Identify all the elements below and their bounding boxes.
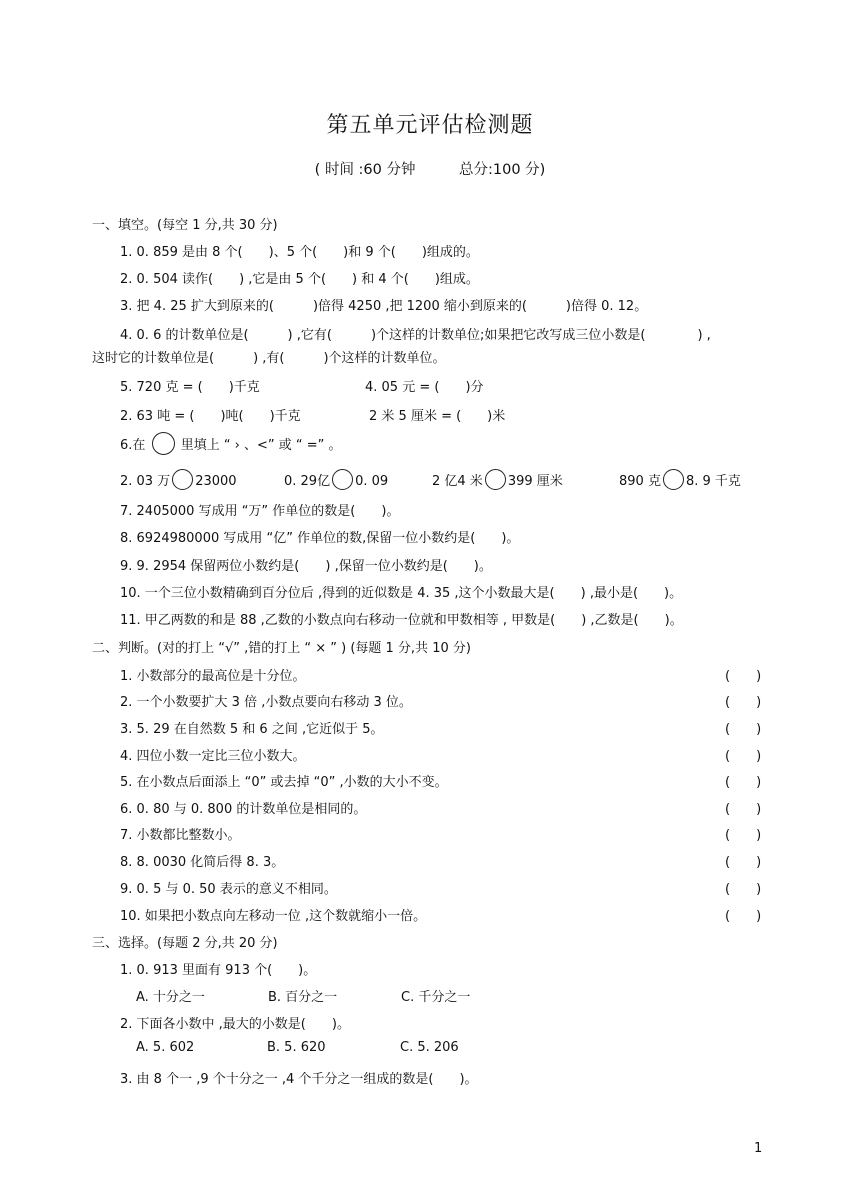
page-number: 1: [754, 1141, 763, 1156]
option-c[interactable]: C. 5. 206: [400, 1040, 459, 1055]
answer-paren[interactable]: ( ): [725, 828, 762, 843]
option-a[interactable]: A. 5. 602: [136, 1040, 195, 1055]
s1-q5-d: 2 米 5 厘米 = ( )米: [369, 409, 506, 424]
compare-right: 399 厘米: [507, 474, 563, 489]
s1-q3: 3. 把 4. 25 扩大到原来的( )倍得 4250 ,把 1200 缩小到原来的( )倍得 0. 12。: [120, 299, 648, 314]
option-a[interactable]: A. 十分之一: [136, 990, 205, 1005]
page-title: 第五单元评估检测题: [326, 113, 534, 138]
judge-item: 3. 5. 29 在自然数 5 和 6 之间 ,它近似于 5。: [120, 722, 384, 737]
compare-item: [619, 470, 741, 492]
compare-left: 2. 03 万: [120, 474, 171, 489]
compare-item: [120, 470, 237, 492]
option-b[interactable]: B. 百分之一: [268, 990, 338, 1005]
answer-circle-icon[interactable]: [172, 469, 193, 490]
answer-paren[interactable]: ( ): [725, 695, 762, 710]
judge-item: 4. 四位小数一定比三位小数大。: [120, 749, 306, 764]
s1-q4-line2: 这时它的计数单位是( ) ,有( )个这样的计数单位。: [92, 351, 446, 366]
section-2-header: 二、判断。(对的打上 “√” ,错的打上 “ × ” ) (每题 1 分,共 10 分): [92, 641, 471, 656]
s3-q2: 2. 下面各小数中 ,最大的小数是( )。: [120, 1017, 350, 1032]
section-3-header: 三、选择。(每题 2 分,共 20 分): [92, 936, 278, 951]
s1-q7: 7. 2405000 写成用 “万” 作单位的数是( )。: [120, 504, 400, 519]
judge-item: 10. 如果把小数点向左移动一位 ,这个数就缩小一倍。: [120, 909, 427, 924]
compare-right: 23000: [195, 474, 237, 489]
s1-q2: 2. 0. 504 读作( ) ,它是由 5 个( ) 和 4 个( )组成。: [120, 272, 479, 287]
s1-q4-line1: 4. 0. 6 的计数单位是( ) ,它有( )个这样的计数单位;如果把它改写成三位小数是( ) ,: [120, 328, 711, 343]
judge-item: 2. 一个小数要扩大 3 倍 ,小数点要向右移动 3 位。: [120, 695, 412, 710]
s1-q11: 11. 甲乙两数的和是 88 ,乙数的小数点向右移动一位就和甲数相等 , 甲数是( ) ,乙数是( )。: [120, 613, 683, 628]
compare-circle-icon: [152, 432, 175, 455]
s1-q6-pre: 6.在: [120, 438, 146, 453]
judge-item: 9. 0. 5 与 0. 50 表示的意义不相同。: [120, 882, 337, 897]
answer-circle-icon[interactable]: [663, 469, 684, 490]
compare-left: 2 亿4 米: [432, 474, 483, 489]
answer-paren[interactable]: ( ): [725, 669, 762, 684]
answer-circle-icon[interactable]: [332, 469, 353, 490]
s1-q10: 10. 一个三位小数精确到百分位后 ,得到的近似数是 4. 35 ,这个小数最大是( ) ,最小是( )。: [120, 586, 683, 601]
answer-paren[interactable]: ( ): [725, 882, 762, 897]
s1-q6-instruction: [120, 434, 342, 457]
judge-item: 7. 小数都比整数小。: [120, 828, 241, 843]
compare-right: 0. 09: [355, 474, 389, 489]
judge-item: 5. 在小数点后面添上 “0” 或去掉 “0” ,小数的大小不变。: [120, 775, 448, 790]
answer-paren[interactable]: ( ): [725, 722, 762, 737]
exam-info: ( 时间 :60 分钟 总分:100 分): [314, 162, 546, 178]
s1-q5-c: 2. 63 吨 = ( )吨( )千克: [120, 409, 301, 424]
compare-item: [284, 470, 388, 492]
answer-paren[interactable]: ( ): [725, 909, 762, 924]
answer-circle-icon[interactable]: [485, 469, 506, 490]
compare-right: 8. 9 千克: [685, 474, 741, 489]
judge-item: 8. 8. 0030 化简后得 8. 3。: [120, 855, 285, 870]
answer-paren[interactable]: ( ): [725, 802, 762, 817]
compare-item: [432, 470, 563, 492]
option-b[interactable]: B. 5. 620: [267, 1040, 326, 1055]
s3-q3: 3. 由 8 个一 ,9 个十分之一 ,4 个千分之一组成的数是( )。: [120, 1072, 478, 1087]
s1-q8: 8. 6924980000 写成用 “亿” 作单位的数,保留一位小数约是( )。: [120, 531, 520, 546]
s1-q9: 9. 9. 2954 保留两位小数约是( ) ,保留一位小数约是( )。: [120, 559, 492, 574]
s1-q5-a: 5. 720 克 = ( )千克: [120, 380, 260, 395]
answer-paren[interactable]: ( ): [725, 855, 762, 870]
section-1-header: 一、填空。(每空 1 分,共 30 分): [92, 218, 278, 233]
s3-q1: 1. 0. 913 里面有 913 个( )。: [120, 963, 317, 978]
s1-q1: 1. 0. 859 是由 8 个( )、5 个( )和 9 个( )组成的。: [120, 245, 479, 260]
compare-left: 0. 29亿: [284, 474, 331, 489]
s1-q6-post: 里填上 “ › 、<” 或 “ =” 。: [180, 438, 342, 453]
judge-item: 6. 0. 80 与 0. 800 的计数单位是相同的。: [120, 802, 367, 817]
answer-paren[interactable]: ( ): [725, 775, 762, 790]
option-c[interactable]: C. 千分之一: [401, 990, 471, 1005]
judge-item: 1. 小数部分的最高位是十分位。: [120, 669, 306, 684]
answer-paren[interactable]: ( ): [725, 749, 762, 764]
compare-left: 890 克: [619, 474, 661, 489]
s1-q5-b: 4. 05 元 = ( )分: [365, 380, 484, 395]
